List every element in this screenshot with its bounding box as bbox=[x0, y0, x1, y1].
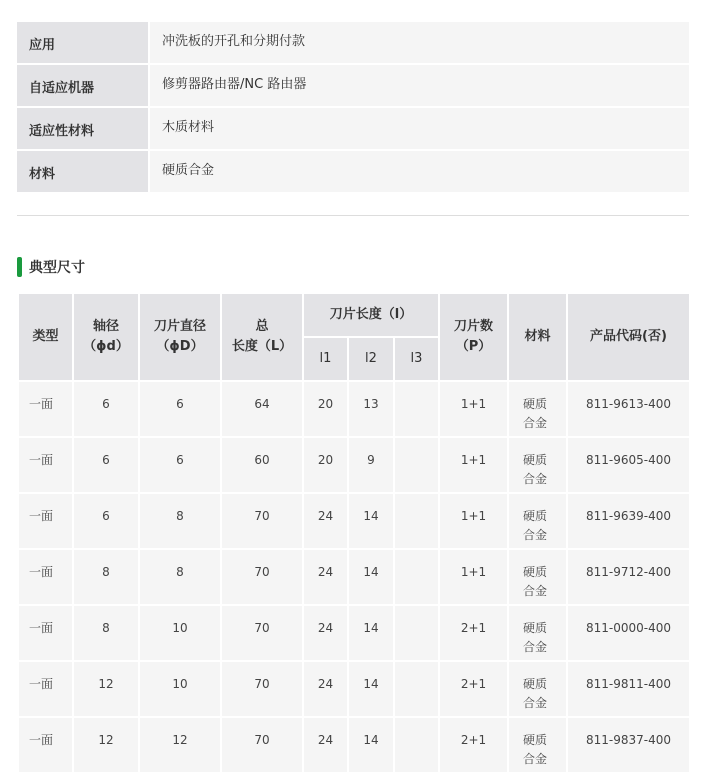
table-row bbox=[18, 605, 690, 661]
cell-shaft-dia: 6 bbox=[73, 493, 139, 549]
cell-l3 bbox=[394, 717, 439, 773]
header-product-code: 产品代码(否) bbox=[567, 293, 690, 381]
cell-product-code: 811-9613-400 bbox=[567, 381, 690, 437]
cell-blade-count: 2+1 bbox=[439, 717, 508, 773]
spec-value: 硬质合金 bbox=[150, 151, 689, 194]
cell-total-length: 70 bbox=[221, 493, 303, 549]
cell-shaft-dia: 8 bbox=[73, 549, 139, 605]
cell-shaft-dia: 12 bbox=[73, 661, 139, 717]
cell-type: 一面 bbox=[18, 549, 73, 605]
spec-row-machine bbox=[17, 65, 689, 108]
cell-type: 一面 bbox=[18, 493, 73, 549]
spec-row-work-material bbox=[17, 108, 689, 151]
cell-product-code: 811-0000-400 bbox=[567, 605, 690, 661]
table-row bbox=[18, 381, 690, 437]
cell-blade-dia: 12 bbox=[139, 717, 221, 773]
cell-l1: 24 bbox=[303, 493, 348, 549]
cell-blade-count: 1+1 bbox=[439, 437, 508, 493]
cell-blade-count: 1+1 bbox=[439, 493, 508, 549]
spec-label: 材料 bbox=[17, 151, 150, 194]
cell-blade-dia: 8 bbox=[139, 549, 221, 605]
spec-label: 自适应机器 bbox=[17, 65, 150, 108]
section-divider bbox=[17, 215, 689, 216]
cell-shaft-dia: 6 bbox=[73, 381, 139, 437]
table-row bbox=[18, 549, 690, 605]
cell-blade-dia: 6 bbox=[139, 437, 221, 493]
cell-l2: 14 bbox=[348, 549, 394, 605]
cell-total-length: 70 bbox=[221, 549, 303, 605]
cell-material: 硬质 合金 bbox=[508, 661, 567, 717]
header-l2: l2 bbox=[348, 337, 394, 381]
header-blade-count: 刀片数 （P） bbox=[439, 293, 508, 381]
cell-type: 一面 bbox=[18, 381, 73, 437]
cell-material: 硬质 合金 bbox=[508, 437, 567, 493]
size-table bbox=[17, 292, 691, 774]
spec-row-material bbox=[17, 151, 689, 194]
cell-material: 硬质 合金 bbox=[508, 493, 567, 549]
cell-material: 硬质 合金 bbox=[508, 717, 567, 773]
cell-product-code: 811-9712-400 bbox=[567, 549, 690, 605]
header-type: 类型 bbox=[18, 293, 73, 381]
cell-product-code: 811-9605-400 bbox=[567, 437, 690, 493]
cell-l2: 13 bbox=[348, 381, 394, 437]
header-blade-dia: 刀片直径 （ϕD） bbox=[139, 293, 221, 381]
table-row bbox=[18, 493, 690, 549]
cell-l3 bbox=[394, 493, 439, 549]
cell-l1: 24 bbox=[303, 605, 348, 661]
header-blade-length: 刀片长度（l） bbox=[303, 293, 439, 337]
section-marker bbox=[17, 257, 22, 277]
cell-l2: 9 bbox=[348, 437, 394, 493]
cell-product-code: 811-9811-400 bbox=[567, 661, 690, 717]
cell-blade-dia: 10 bbox=[139, 605, 221, 661]
cell-blade-dia: 8 bbox=[139, 493, 221, 549]
section-title: 典型尺寸 bbox=[29, 260, 85, 276]
cell-blade-count: 2+1 bbox=[439, 661, 508, 717]
cell-type: 一面 bbox=[18, 717, 73, 773]
cell-total-length: 70 bbox=[221, 605, 303, 661]
cell-l3 bbox=[394, 549, 439, 605]
cell-shaft-dia: 8 bbox=[73, 605, 139, 661]
spec-value: 木质材料 bbox=[150, 108, 689, 151]
cell-l1: 20 bbox=[303, 437, 348, 493]
cell-shaft-dia: 6 bbox=[73, 437, 139, 493]
cell-shaft-dia: 12 bbox=[73, 717, 139, 773]
cell-total-length: 60 bbox=[221, 437, 303, 493]
cell-blade-count: 1+1 bbox=[439, 549, 508, 605]
section-heading bbox=[17, 256, 85, 278]
cell-l3 bbox=[394, 381, 439, 437]
cell-l3 bbox=[394, 437, 439, 493]
header-material: 材料 bbox=[508, 293, 567, 381]
cell-blade-count: 1+1 bbox=[439, 381, 508, 437]
spec-table bbox=[17, 22, 689, 194]
spec-value: 冲洗板的开孔和分期付款 bbox=[150, 22, 689, 65]
cell-l3 bbox=[394, 605, 439, 661]
spec-label: 应用 bbox=[17, 22, 150, 65]
cell-l3 bbox=[394, 661, 439, 717]
table-row bbox=[18, 437, 690, 493]
table-row bbox=[18, 661, 690, 717]
header-shaft-dia: 轴径 （ϕd） bbox=[73, 293, 139, 381]
cell-l2: 14 bbox=[348, 493, 394, 549]
cell-total-length: 70 bbox=[221, 661, 303, 717]
spec-row-application bbox=[17, 22, 689, 65]
header-l1: l1 bbox=[303, 337, 348, 381]
spec-value: 修剪器路由器/NC 路由器 bbox=[150, 65, 689, 108]
cell-l1: 24 bbox=[303, 661, 348, 717]
cell-total-length: 70 bbox=[221, 717, 303, 773]
cell-material: 硬质 合金 bbox=[508, 549, 567, 605]
header-total-length: 总 长度（L） bbox=[221, 293, 303, 381]
cell-l2: 14 bbox=[348, 605, 394, 661]
cell-type: 一面 bbox=[18, 605, 73, 661]
cell-total-length: 64 bbox=[221, 381, 303, 437]
cell-l2: 14 bbox=[348, 661, 394, 717]
cell-type: 一面 bbox=[18, 661, 73, 717]
cell-blade-dia: 6 bbox=[139, 381, 221, 437]
table-row bbox=[18, 717, 690, 773]
cell-l1: 20 bbox=[303, 381, 348, 437]
cell-l1: 24 bbox=[303, 717, 348, 773]
cell-product-code: 811-9837-400 bbox=[567, 717, 690, 773]
cell-material: 硬质 合金 bbox=[508, 605, 567, 661]
cell-type: 一面 bbox=[18, 437, 73, 493]
cell-blade-count: 2+1 bbox=[439, 605, 508, 661]
header-l3: l3 bbox=[394, 337, 439, 381]
spec-label: 适应性材料 bbox=[17, 108, 150, 151]
cell-material: 硬质 合金 bbox=[508, 381, 567, 437]
cell-blade-dia: 10 bbox=[139, 661, 221, 717]
cell-product-code: 811-9639-400 bbox=[567, 493, 690, 549]
cell-l2: 14 bbox=[348, 717, 394, 773]
size-table-body bbox=[18, 381, 690, 773]
cell-l1: 24 bbox=[303, 549, 348, 605]
